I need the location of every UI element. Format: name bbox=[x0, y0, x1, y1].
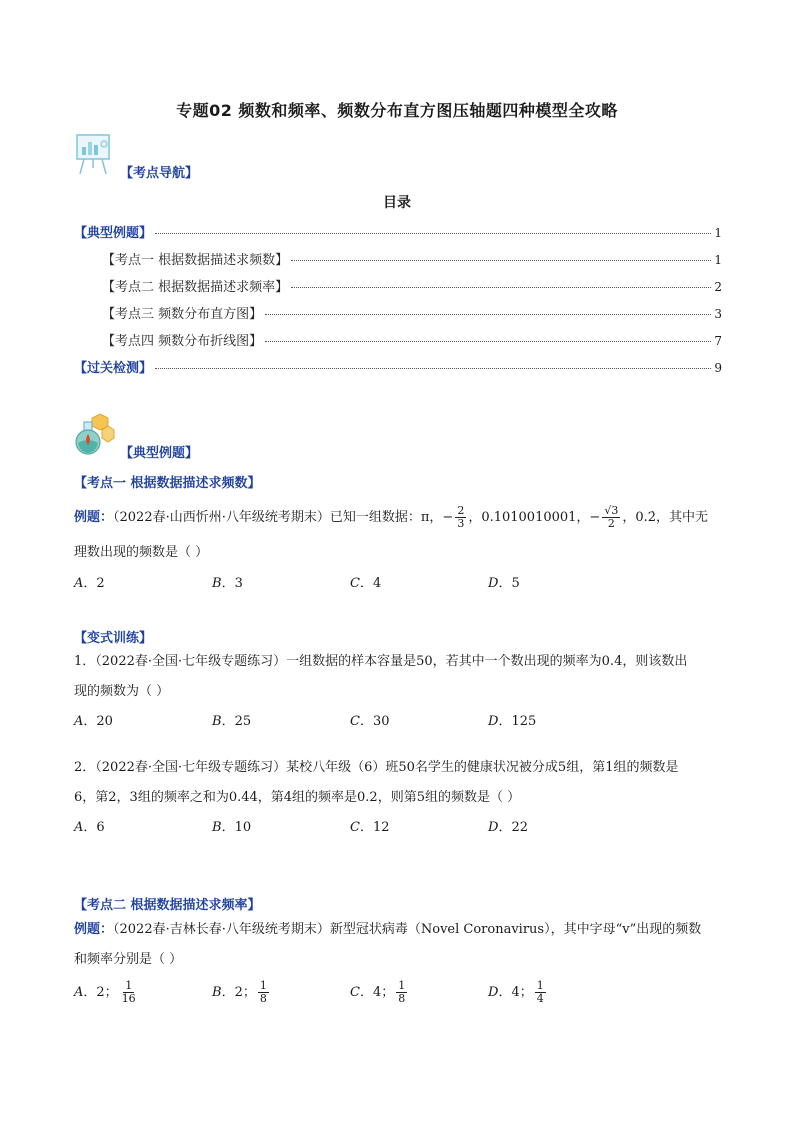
option-d[interactable]: D．22 bbox=[488, 820, 528, 835]
example-question bbox=[74, 918, 724, 942]
section-header: 【典型例题】 bbox=[120, 446, 199, 461]
question-text-line: 和频率分别是（ ） bbox=[74, 952, 183, 967]
answer-options bbox=[74, 572, 626, 591]
question-1-line1: 1．（2022春·全国·七年级专题练习）一组数据的样本容量是50，若其中一个数出现的频率为0.4，则该数出 bbox=[74, 654, 688, 669]
toc-label: 【考点二 根据数据描述求频率】 bbox=[102, 280, 289, 295]
toc-leader bbox=[155, 368, 711, 369]
option-a[interactable]: A．2 bbox=[74, 576, 105, 591]
option-d[interactable]: D．4； $\frac{1}{4}$ bbox=[488, 979, 544, 1005]
toc-page: 1 bbox=[714, 253, 722, 267]
question-text-line: 理数出现的频数是（ ） bbox=[74, 545, 209, 560]
toc-row[interactable] bbox=[102, 276, 722, 294]
option-b[interactable]: B．3 bbox=[212, 576, 243, 591]
toc-leader bbox=[291, 287, 711, 288]
toc-page: 1 bbox=[714, 226, 722, 240]
toc-page: 7 bbox=[714, 334, 722, 348]
example-lead: 例题： bbox=[74, 510, 114, 525]
option-a[interactable]: A．6 bbox=[74, 820, 105, 835]
fraction: $\frac{√3}{2}$ bbox=[604, 504, 619, 530]
toc-label: 【考点三 频数分布直方图】 bbox=[102, 307, 263, 322]
option-c[interactable]: C．30 bbox=[350, 714, 390, 729]
toc-leader bbox=[155, 233, 711, 234]
option-c[interactable]: C．4 bbox=[350, 576, 382, 591]
toc-row[interactable] bbox=[102, 249, 722, 267]
flask-icon bbox=[74, 412, 116, 456]
option-b[interactable]: B．10 bbox=[212, 820, 252, 835]
question-text: （2022春·吉林长春·八年级统考期末）新型冠状病毒（Novel Coronavirus），其中字母“v”出现的频数 bbox=[113, 922, 702, 937]
toc-row[interactable] bbox=[74, 222, 722, 240]
answer-options bbox=[74, 980, 626, 1005]
topic-heading: 【考点一 根据数据描述求频数】 bbox=[74, 476, 261, 491]
option-c[interactable]: C．12 bbox=[350, 820, 390, 835]
presentation-board-icon bbox=[74, 132, 114, 176]
answer-options bbox=[74, 816, 626, 835]
toc-row[interactable] bbox=[102, 303, 722, 321]
option-d[interactable]: D．125 bbox=[488, 714, 537, 729]
toc-page: 9 bbox=[714, 361, 722, 375]
question-2-line1: 2．（2022春·全国·七年级专题练习）某校八年级（6）班50名学生的健康状况被分成5组，第1组的频数是 bbox=[74, 760, 679, 775]
option-b[interactable]: B．25 bbox=[212, 714, 252, 729]
question-text: （2022春·山西忻州·八年级统考期末）已知一组数据：π，− bbox=[113, 510, 454, 525]
answer-options bbox=[74, 710, 626, 729]
toc-heading: 目录 bbox=[383, 195, 411, 211]
toc-label: 【考点一 根据数据描述求频数】 bbox=[102, 253, 289, 268]
fraction: $\frac{2}{3}$ bbox=[457, 504, 465, 530]
topic-heading: 【考点二 根据数据描述求频率】 bbox=[74, 898, 261, 913]
option-a[interactable]: A．2； $\frac{1}{16}$ bbox=[74, 979, 136, 1005]
question-2-line2: 6，第2，3组的频率之和为0.44，第4组的频率是0.2，则第5组的频数是（ ） bbox=[74, 790, 521, 805]
nav-label: 【考点导航】 bbox=[120, 166, 199, 181]
toc-label: 【典型例题】 bbox=[74, 226, 153, 241]
toc-label: 【考点四 频数分布折线图】 bbox=[102, 334, 263, 349]
toc-page: 2 bbox=[714, 280, 722, 294]
option-d[interactable]: D．5 bbox=[488, 576, 520, 591]
option-b[interactable]: B．2； $\frac{1}{8}$ bbox=[212, 979, 267, 1005]
question-1-line2: 现的频数为（ ） bbox=[74, 684, 170, 699]
example-question bbox=[74, 505, 724, 530]
option-c[interactable]: C．4； $\frac{1}{8}$ bbox=[350, 979, 406, 1005]
variant-header: 【变式训练】 bbox=[74, 631, 153, 646]
toc-label: 【过关检测】 bbox=[74, 361, 153, 376]
toc-row[interactable] bbox=[74, 357, 722, 375]
question-text: ，0.1010010001，− bbox=[468, 510, 601, 525]
question-text: ，0.2̇，其中无 bbox=[622, 510, 709, 525]
page-title: 专题02 频数和频率、频数分布直方图压轴题四种模型全攻略 bbox=[176, 101, 618, 120]
toc-leader bbox=[265, 341, 711, 342]
toc-leader bbox=[265, 314, 711, 315]
toc-row[interactable] bbox=[102, 330, 722, 348]
example-lead: 例题： bbox=[74, 922, 114, 937]
toc-page: 3 bbox=[714, 307, 722, 321]
option-a[interactable]: A．20 bbox=[74, 714, 113, 729]
toc-leader bbox=[291, 260, 711, 261]
